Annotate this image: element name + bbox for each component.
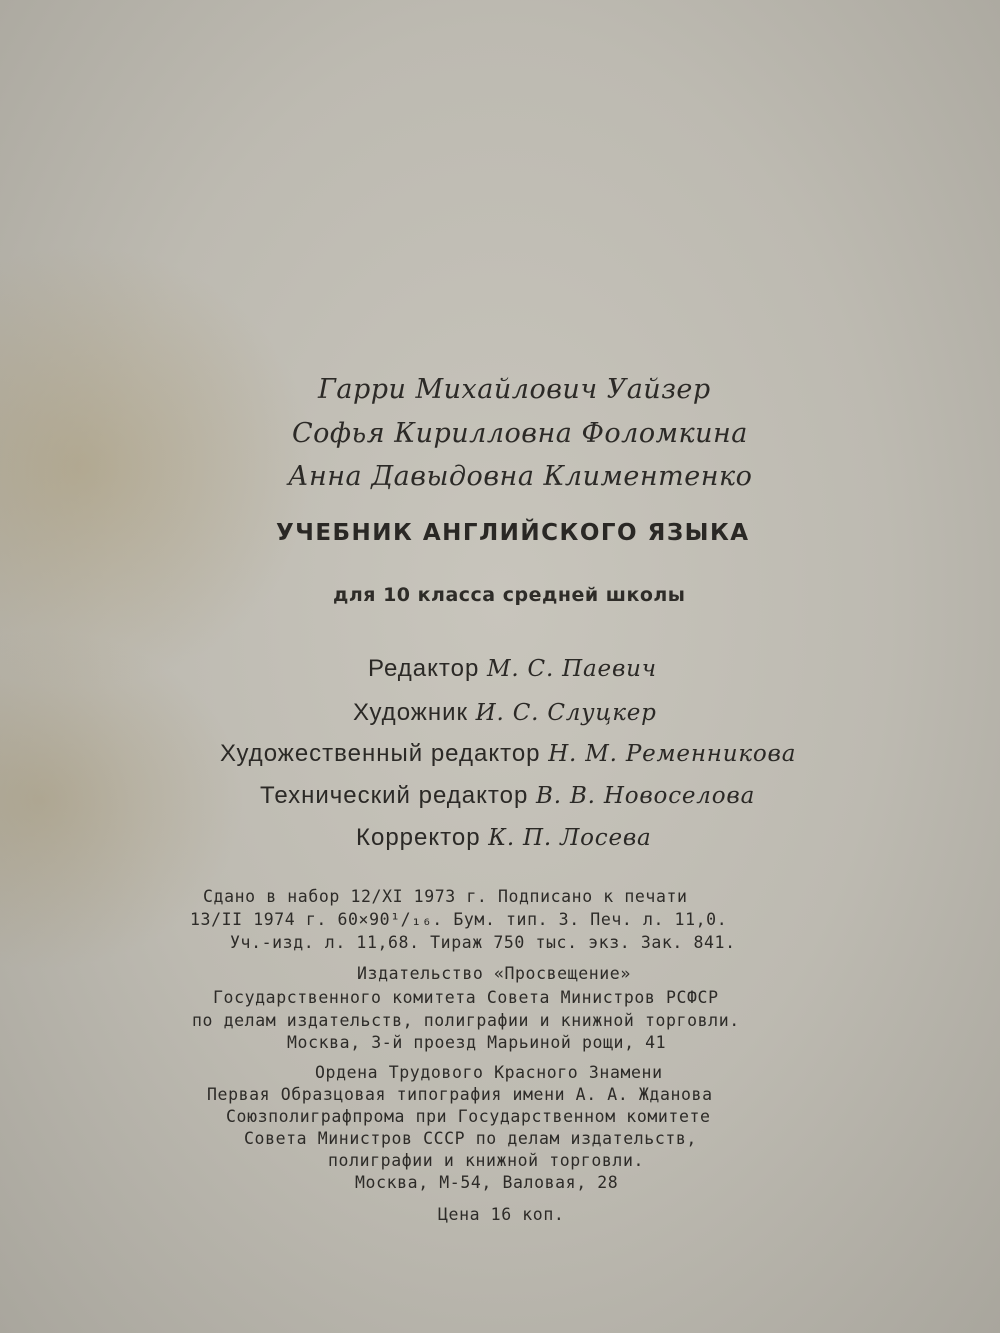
print-info-line: Сдано в набор 12/XI 1973 г. Подписано к печати <box>203 887 688 906</box>
book-title: УЧЕБНИК АНГЛИЙСКОГО ЯЗЫКА <box>276 520 750 546</box>
credit-name: Н. М. Ременникова <box>548 741 797 767</box>
credit-editor <box>368 655 657 683</box>
printer-line: Москва, М-54, Валовая, 28 <box>355 1173 619 1192</box>
book-subtitle: для 10 класса средней школы <box>333 584 686 606</box>
printer-line: Ордена Трудового Красного Знамени <box>315 1063 663 1082</box>
printer-line: Совета Министров СССР по делам издательств, <box>244 1129 697 1148</box>
author-3: Анна Давыдовна Климентенко <box>288 461 753 492</box>
credit-name: В. В. Новоселова <box>536 783 756 809</box>
credit-tech-editor <box>260 782 755 810</box>
author-1: Гарри Михайлович Уайзер <box>318 374 711 405</box>
printer-line: полиграфии и книжной торговли. <box>328 1151 645 1170</box>
print-info-line: Уч.-изд. л. 11,68. Тираж 750 тыс. экз. Зак. 841. <box>230 933 736 952</box>
credit-illustrator <box>353 699 657 727</box>
credit-name: К. П. Лосева <box>488 825 652 851</box>
credit-name: М. С. Паевич <box>486 656 657 682</box>
credit-art-editor <box>220 740 796 768</box>
publisher-line: Государственного комитета Совета Министров РСФСР <box>213 988 719 1007</box>
credit-role: Корректор <box>356 824 481 851</box>
publisher-line: Москва, 3-й проезд Марьиной рощи, 41 <box>287 1033 667 1052</box>
printer-line: Союзполиграфпрома при Государственном комитете <box>226 1107 711 1126</box>
printer-line: Первая Образцовая типография имени А. А. Жданова <box>207 1085 713 1104</box>
print-info-line: 13/II 1974 г. 60×90¹/₁₆. Бум. тип. 3. Печ. л. 11,0. <box>190 910 728 929</box>
author-2: Софья Кирилловна Фоломкина <box>292 418 748 449</box>
credit-proofreader <box>356 824 652 852</box>
credit-name: И. С. Слуцкер <box>475 700 657 726</box>
credit-role: Художник <box>353 699 468 726</box>
publisher-line: по делам издательств, полиграфии и книжной торговли. <box>192 1011 740 1030</box>
publisher-line: Издательство «Просвещение» <box>357 964 631 983</box>
credit-role: Художественный редактор <box>220 740 541 767</box>
credit-role: Редактор <box>368 655 480 682</box>
price: Цена 16 коп. <box>438 1205 565 1224</box>
credit-role: Технический редактор <box>260 782 529 809</box>
